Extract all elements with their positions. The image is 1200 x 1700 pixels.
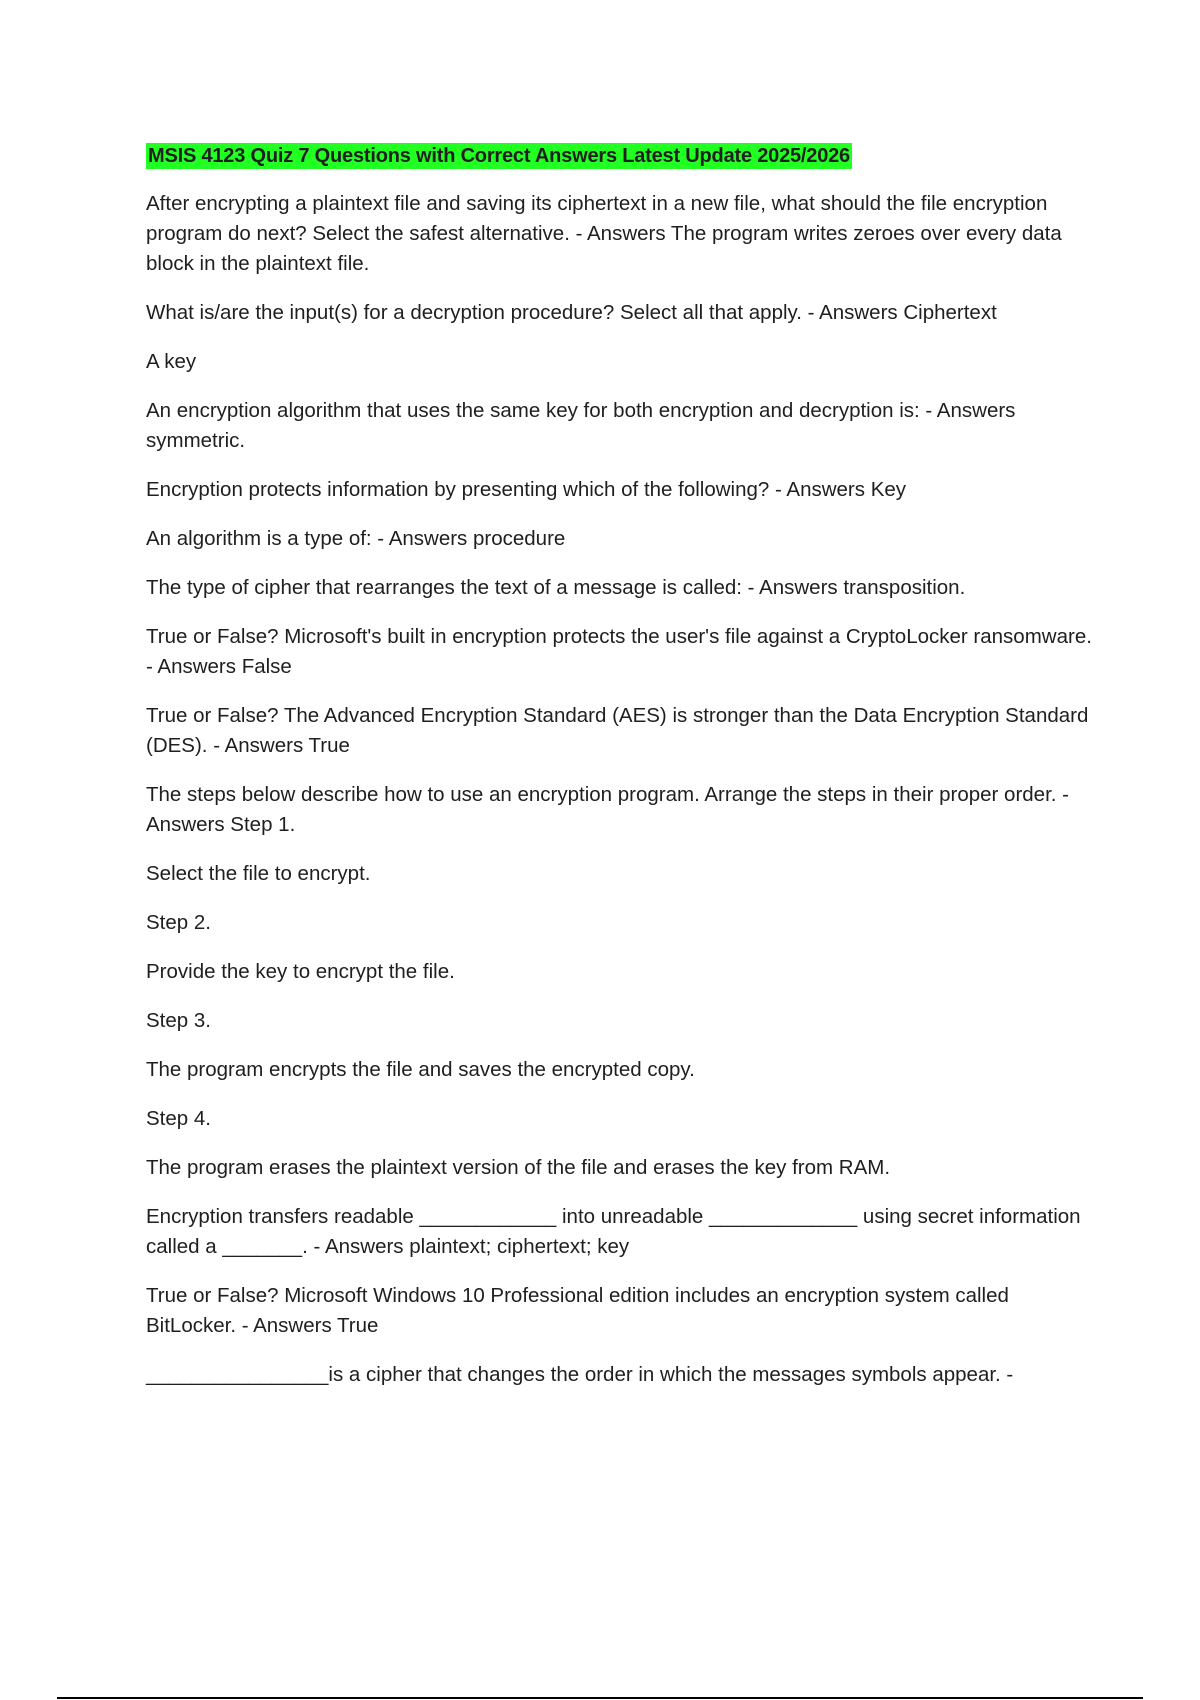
question-paragraph: The steps below describe how to use an encryption program. Arrange the steps in their proper order. - Answers Step 1. — [146, 783, 1074, 836]
question-paragraph: What is/are the input(s) for a decryption procedure? Select all that apply. - Answers Ciphertext — [146, 301, 997, 324]
question-paragraph: A key — [146, 350, 197, 373]
question-paragraph: Provide the key to encrypt the file. — [146, 960, 455, 983]
question-paragraph: Step 2. — [146, 911, 211, 934]
question-paragraph: Encryption transfers readable ____________ into unreadable _____________ using secret information called a _______. - Answers plaintext; ciphertext; key — [146, 1205, 1087, 1258]
question-paragraph: The program erases the plaintext version of the file and erases the key from RAM. — [146, 1156, 891, 1179]
question-paragraph: True or False? Microsoft's built in encryption protects the user's file against a CryptoLocker ransomware. - Answers False — [146, 625, 1098, 678]
question-paragraph: Select the file to encrypt. — [146, 862, 371, 885]
question-paragraph: ________________is a cipher that changes the order in which the messages symbols appear. - — [146, 1363, 1014, 1386]
question-paragraph: Step 4. — [146, 1107, 211, 1130]
question-list — [146, 189, 1096, 1390]
document-page — [146, 143, 1096, 1409]
question-paragraph: The program encrypts the file and saves the encrypted copy. — [146, 1058, 695, 1081]
question-paragraph: True or False? The Advanced Encryption Standard (AES) is stronger than the Data Encryption Standard (DES). - Answers True — [146, 704, 1095, 757]
question-paragraph: Step 3. — [146, 1009, 211, 1032]
question-paragraph: An encryption algorithm that uses the same key for both encryption and decryption is: - Answers symmetric. — [146, 399, 1022, 452]
question-paragraph: The type of cipher that rearranges the text of a message is called: - Answers transposition. — [146, 576, 966, 599]
question-paragraph: True or False? Microsoft Windows 10 Professional edition includes an encryption system called BitLocker. - Answers True — [146, 1284, 1015, 1337]
question-paragraph: Encryption protects information by presenting which of the following? - Answers Key — [146, 478, 907, 501]
page-bottom-rule — [57, 1697, 1143, 1699]
question-paragraph: After encrypting a plaintext file and saving its ciphertext in a new file, what should the file encryption program do next? Select the safest alternative. - Answers The program writes zeroes over every data block in the plaintext file. — [146, 192, 1068, 275]
document-title: MSIS 4123 Quiz 7 Questions with Correct Answers Latest Update 2025/2026 — [148, 145, 850, 167]
question-paragraph: An algorithm is a type of: - Answers procedure — [146, 527, 566, 550]
